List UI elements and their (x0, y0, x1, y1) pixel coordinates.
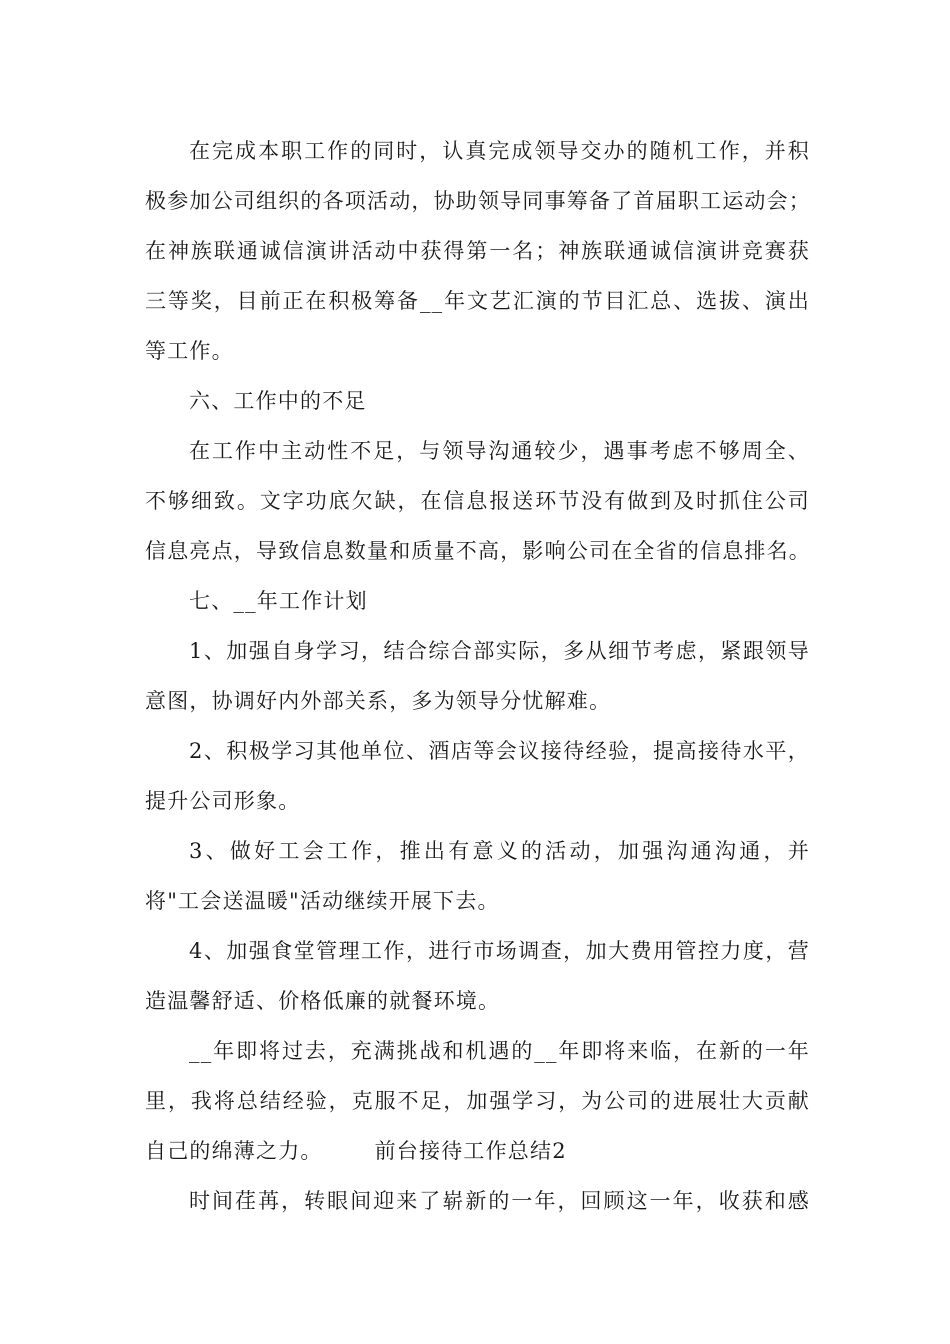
text-line: 时间荏苒，转眼间迎来了崭新的一年，回顾这一年，收获和感 (189, 1189, 810, 1213)
text-line: 提升公司形象。 (145, 789, 301, 813)
closing-text: 自己的绵薄之力。 (145, 1139, 323, 1163)
text-line: 里，我将总结经验，克服不足，加强学习，为公司的进展壮大贡献 (145, 1089, 810, 1113)
text-line: 意图，协调好内外部关系，多为领导分忧解难。 (145, 689, 612, 713)
text-line: 1、加强自身学习，结合综合部实际，多从细节考虑，紧跟领导 (189, 639, 810, 663)
text-line: 等工作。 (145, 339, 234, 363)
paragraph-closing (145, 1026, 810, 1176)
text-line: 不够细致。文字功底欠缺，在信息报送环节没有做到及时抓住公司 (145, 489, 810, 513)
section-title-summary-2: 前台接待工作总结2 (374, 1139, 567, 1163)
text-line: 造温馨舒适、价格低廉的就餐环境。 (145, 989, 501, 1013)
text-line: 在神族联通诚信演讲活动中获得第一名；神族联通诚信演讲竞赛获 (145, 239, 810, 263)
text-line: 信息亮点，导致信息数量和质量不高，影响公司在全省的信息排名。 (145, 539, 811, 563)
paragraph-next-section (145, 1176, 810, 1226)
text-line: __年即将过去，充满挑战和机遇的__年即将来临，在新的一年 (189, 1039, 810, 1063)
plan-item-1 (145, 626, 810, 726)
document-body (145, 126, 810, 1226)
text-line: 2、积极学习其他单位、酒店等会议接待经验，提高接待水平， (189, 739, 810, 763)
text-line: 将"工会送温暖"活动继续开展下去。 (145, 889, 500, 913)
text-line: 三等奖，目前正在积极筹备__年文艺汇演的节目汇总、选拔、演出 (145, 289, 810, 313)
heading-text: 七、__年工作计划 (189, 589, 368, 613)
text-line (145, 1126, 810, 1176)
text-line: 在完成本职工作的同时，认真完成领导交办的随机工作，并积 (189, 139, 810, 163)
text-line: 4、加强食堂管理工作，进行市场调查，加大费用管控力度，营 (189, 939, 810, 963)
heading-text: 六、工作中的不足 (189, 389, 367, 413)
plan-item-4 (145, 926, 810, 1026)
section-heading-shortcomings (145, 376, 810, 426)
text-line: 极参加公司组织的各项活动，协助领导同事筹备了首届职工运动会； (145, 189, 811, 213)
text-line: 在工作中主动性不足，与领导沟通较少，遇事考虑不够周全、 (189, 439, 810, 463)
section-heading-work-plan (145, 576, 810, 626)
plan-item-3 (145, 826, 810, 926)
paragraph-shortcomings (145, 426, 810, 576)
plan-item-2 (145, 726, 810, 826)
text-line: 3、做好工会工作，推出有意义的活动，加强沟通沟通，并 (189, 839, 810, 863)
paragraph-activities (145, 126, 810, 376)
